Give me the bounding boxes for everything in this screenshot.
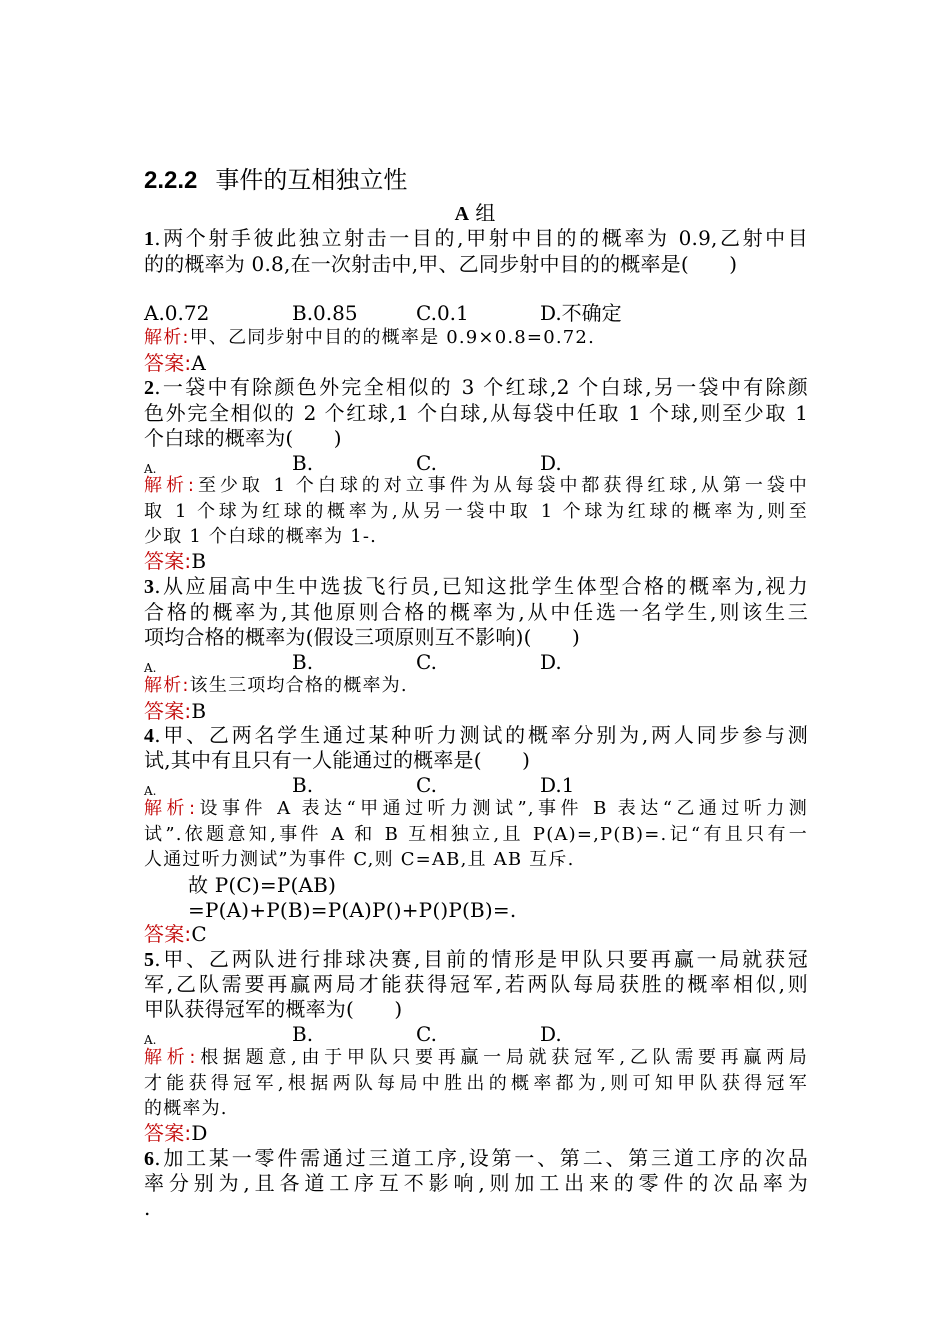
analysis-label: 解析: (144, 327, 190, 348)
question-text: 色外完全相似的 2 个红球,1 个白球,从每袋中任取 1 个球,则至少取 1 (144, 401, 808, 425)
question-4-calc-2 (188, 897, 852, 923)
question-text: 合格的概率为,其他原则合格的概率为,从中任选一名学生,则该生三 (144, 600, 808, 624)
option-d: D.不确定 (540, 301, 622, 325)
option-a: A.0.72 (144, 301, 210, 325)
option-a: A. (144, 1033, 157, 1047)
answer-label: 答案: (144, 699, 192, 723)
question-5-analysis-1 (144, 1045, 808, 1071)
question-2-analysis-3 (144, 524, 808, 550)
analysis-label: 解析: (144, 475, 196, 496)
analysis-label: 解析: (144, 798, 197, 819)
question-4-line-1: 4.甲、乙两名学生通过某种听力测试的概率分别为,两人同步参与测 (144, 723, 808, 747)
question-5-line-2 (144, 971, 808, 997)
answer-value: B (191, 549, 207, 573)
option-b: B.0.85 (292, 301, 358, 325)
question-text: 试,其中有且只有一人能通过的概率是( ) (144, 748, 531, 772)
analysis-text: 设事件 A 表达“甲通过听力测试”,事件 B 表达“乙通过听力测 (196, 798, 808, 819)
question-5-analysis-2 (144, 1071, 808, 1097)
question-number: 1 (144, 228, 155, 250)
answer-value: B (191, 699, 207, 723)
section-number: 2.2.2 (144, 167, 198, 194)
question-5-line-3 (144, 996, 808, 1022)
option-c: C. (416, 773, 437, 797)
question-text: 率分别为,且各道工序互不影响,则加工出来的零件的次品率为 (144, 1171, 808, 1195)
analysis-label: 解析: (144, 675, 190, 696)
question-text: 项均合格的概率为(假设三项原则互不影响)( ) (144, 625, 581, 649)
question-2-line-1: 2.一袋中有除颜色外完全相似的 3 个红球,2 个白球,另一袋中有除颜 (144, 375, 808, 399)
option-b: B. (292, 1022, 314, 1046)
option-a: A. (144, 661, 157, 675)
option-c: C.0.1 (416, 301, 469, 325)
answer-value: A (191, 351, 206, 375)
question-number: 4 (144, 725, 155, 747)
analysis-text: 才能获得冠军,根据两队每局中胜出的概率都为,则可知甲队获得冠军 (144, 1073, 808, 1094)
question-2-analysis-1 (144, 473, 808, 499)
question-5-line-1: 5.甲、乙两队进行排球决赛,目前的情形是甲队只要再赢一局就获冠 (144, 947, 808, 971)
analysis-text: 甲、乙同步射中目的的概率是 0.9×0.8=0.72. (189, 327, 596, 348)
question-2-analysis-2 (144, 499, 808, 525)
option-d: D. (540, 650, 562, 674)
analysis-text: 试”.依题意知,事件 A 和 B 互相独立,且 P(A)=,P(B)=.记“有且只有一 (144, 824, 808, 845)
answer-value: D (191, 1121, 208, 1145)
option-d: D. (540, 451, 562, 475)
analysis-text: 根据题意,由于甲队只要再赢一局就获冠军,乙队需要再赢两局 (196, 1047, 808, 1068)
question-4-answer (144, 921, 808, 947)
analysis-text: 少取 1 个白球的概率为 1-. (144, 526, 378, 547)
question-6-line-3 (144, 1195, 808, 1221)
question-6-line-1: 6.加工某一零件需通过三道工序,设第一、第二、第三道工序的次品 (144, 1146, 808, 1170)
analysis-text: 取 1 个球为红球的概率为,从另一袋中取 1 个球为红球的概率为,则至 (144, 501, 808, 522)
option-b: B. (292, 650, 314, 674)
question-text: 两个射手彼此独立射击一目的,甲射中目的的概率为 0.9,乙射中目 (160, 226, 808, 250)
calc-text: =P(A)+P(B)=P(A)P()+P()P(B)=. (188, 898, 517, 922)
section-title (144, 160, 407, 195)
answer-label: 答案: (144, 351, 192, 375)
question-number: 6 (144, 1148, 155, 1170)
question-4-analysis-2 (144, 822, 808, 848)
group-heading (0, 197, 950, 226)
option-c: C. (416, 1022, 437, 1046)
question-1-line-2 (144, 251, 808, 277)
option-c: C. (416, 451, 437, 475)
question-number: 5 (144, 949, 155, 971)
group-letter: A (454, 203, 470, 225)
question-1-line-1: 1.两个射手彼此独立射击一目的,甲射中目的的概率为 0.9,乙射中目 (144, 226, 808, 250)
analysis-text: 人通过听力测试”为事件 C,则 C=AB,且 AB 互斥. (144, 849, 575, 870)
question-3-line-1: 3.从应届高中生中选拔飞行员,已知这批学生体型合格的概率为,视力 (144, 574, 808, 598)
answer-label: 答案: (144, 922, 192, 946)
question-text: 甲、乙两队进行排球决赛,目前的情形是甲队只要再赢一局就获冠 (160, 947, 808, 971)
option-a: A. (144, 462, 157, 476)
question-2-answer (144, 548, 808, 574)
question-4-analysis-3 (144, 847, 808, 873)
question-text: 加工某一零件需通过三道工序,设第一、第二、第三道工序的次品 (160, 1146, 808, 1170)
section-heading: 事件的互相独立性 (215, 166, 408, 194)
question-number: 2 (144, 377, 155, 399)
question-5-analysis-3 (144, 1096, 808, 1122)
question-text: 军,乙队需要再赢两局才能获得冠军,若两队每局获胜的概率相似,则 (144, 972, 808, 996)
answer-label: 答案: (144, 549, 192, 573)
analysis-text: 的概率为. (144, 1098, 228, 1119)
question-6-line-2 (144, 1170, 808, 1196)
analysis-text: 该生三项均合格的概率为. (189, 675, 408, 696)
question-3-line-3 (144, 624, 808, 650)
option-c: C. (416, 650, 437, 674)
question-4-calc-1 (188, 872, 852, 898)
question-text: 一袋中有除颜色外完全相似的 3 个红球,2 个白球,另一袋中有除颜 (160, 375, 808, 399)
question-2-line-2 (144, 400, 808, 426)
calc-text: 故 P(C)=P(AB) (188, 873, 337, 897)
option-a: A. (144, 784, 157, 798)
question-text: . (144, 1196, 151, 1220)
question-number: 3 (144, 576, 155, 598)
group-word: 组 (475, 201, 496, 225)
option-d: D.1 (540, 773, 575, 797)
question-4-line-2 (144, 747, 808, 773)
question-text: 个白球的概率为( ) (144, 426, 342, 450)
question-5-answer (144, 1120, 808, 1146)
answer-value: C (191, 922, 207, 946)
question-3-answer (144, 698, 808, 724)
question-text: 从应届高中生中选拔飞行员,已知这批学生体型合格的概率为,视力 (160, 574, 808, 598)
option-b: B. (292, 451, 314, 475)
question-4-analysis-1 (144, 796, 808, 822)
question-1-analysis (144, 325, 808, 351)
analysis-text: 至少取 1 个白球的对立事件为从每袋中都获得红球,从第一袋中 (195, 475, 808, 496)
question-text: 甲队获得冠军的概率为( ) (144, 997, 403, 1021)
question-2-line-3 (144, 425, 808, 451)
option-d: D. (540, 1022, 562, 1046)
question-3-line-2 (144, 599, 808, 625)
question-1-answer (144, 350, 808, 376)
question-text: 甲、乙两名学生通过某种听力测试的概率分别为,两人同步参与测 (160, 723, 808, 747)
analysis-label: 解析: (144, 1047, 197, 1068)
question-text: 的的概率为 0.8,在一次射击中,甲、乙同步射中目的的概率是( ) (144, 252, 738, 276)
answer-label: 答案: (144, 1121, 192, 1145)
option-b: B. (292, 773, 314, 797)
question-3-analysis (144, 673, 808, 699)
